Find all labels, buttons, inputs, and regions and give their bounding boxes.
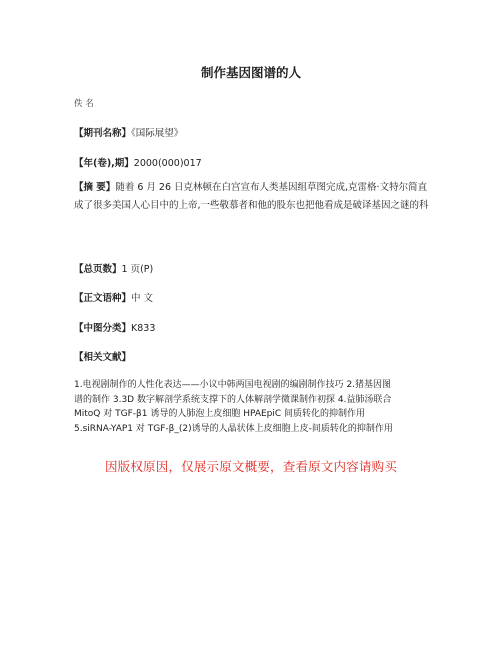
related-label: 【相关文献】 (74, 352, 132, 363)
related-line: 5.siRNA-YAP1 对 TGF-β_(2)诱导的人晶状体上皮细胞上皮-间质转化的抑制作用 (74, 423, 393, 434)
pages-label: 【总页数】 (74, 264, 122, 275)
pages-field (74, 261, 153, 275)
language-value: 中 文 (131, 293, 154, 304)
journal-label: 【期刊名称】 (74, 128, 132, 139)
issue-label: 【年(卷),期】 (74, 158, 134, 169)
issue-value: 2000(000)017 (133, 158, 202, 169)
related-list (74, 378, 430, 436)
related-field (74, 349, 131, 363)
related-line: MitoQ 对 TGF-β1 诱导的人肺泡上皮细胞 HPAEpiC 间质转化的抑制作用 (74, 409, 366, 419)
related-line: 1.电视剧制作的人性化表达——小议中韩两国电视剧的编剧制作技巧 2.猪基因图 (74, 380, 392, 390)
issue-field (74, 155, 202, 169)
abstract-label: 【摘 要】 (74, 182, 116, 193)
classification-value: K833 (131, 323, 156, 334)
language-label: 【正文语种】 (74, 293, 132, 304)
abstract-text: 随着 6 月 26 日克林顿在白宫宣布人类基因组草图完成,克雷格·文特尔简直成了很多美国人心目中的上帝,一些敬慕者和他的股东也把他看成是破译基因之谜的科 (74, 182, 429, 211)
language-field (74, 290, 153, 304)
copyright-notice: 因版权原因，仅展示原文概要，查看原文内容请购买 (104, 459, 398, 474)
classification-field (74, 320, 155, 334)
pages-value: 1 页(P) (121, 264, 154, 275)
author: 佚 名 (74, 99, 94, 109)
journal-field (74, 125, 183, 139)
journal-value: 《国际展望》 (131, 128, 184, 139)
classification-label: 【中图分类】 (74, 323, 132, 334)
document-title: 制作基因图谱的人 (200, 65, 301, 80)
related-line: 谱的制作 3.3D 数字解剖学系统支撑下的人体解剖学微课制作初探 4.益肺汤联合 (74, 394, 392, 405)
abstract (74, 179, 432, 215)
